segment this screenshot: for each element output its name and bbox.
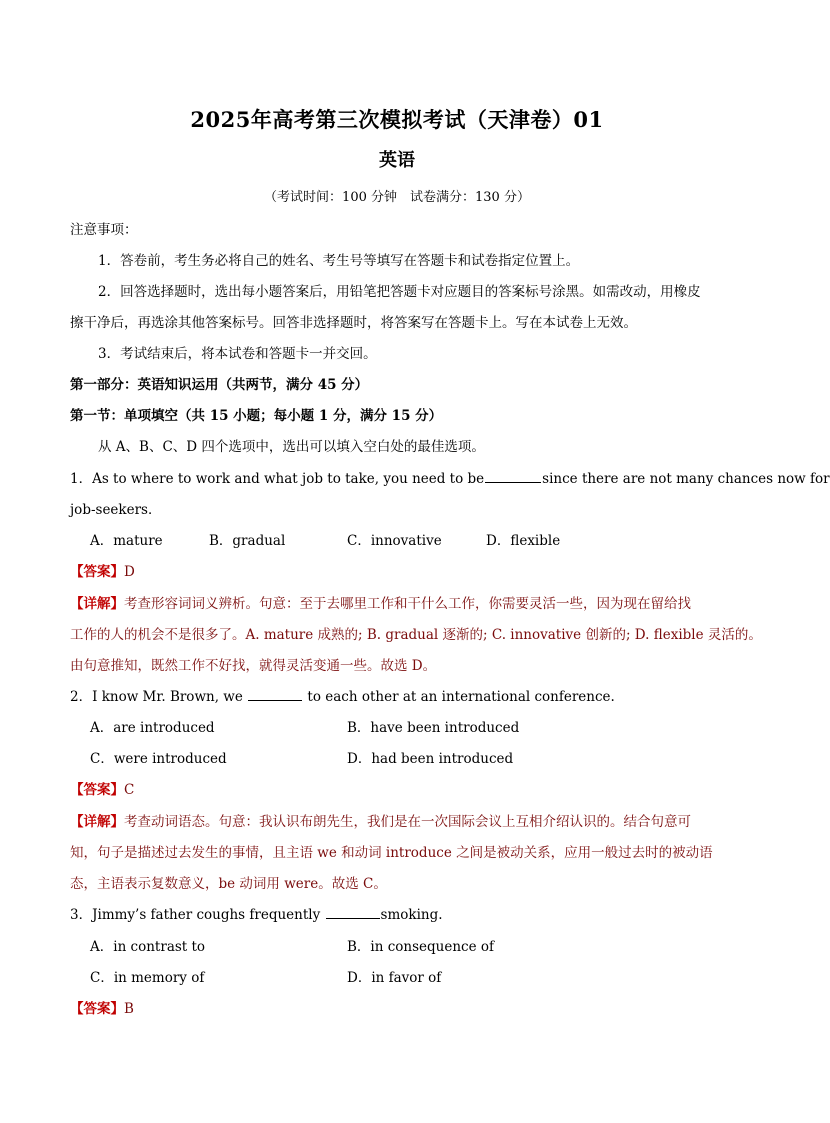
question-stem-text: 1．As to where to work and what job to take, you need to be (70, 471, 485, 487)
question-1-option-c: C．innovative (347, 533, 442, 549)
part-heading: 第一部分：英语知识运用（共两节，满分 45 分） (70, 377, 369, 393)
question-2-detail-1 (70, 810, 691, 830)
question-3-option-c: C．in memory of (90, 970, 205, 986)
answer-value: C (124, 782, 135, 798)
detail-label: 【详解】 (70, 596, 124, 612)
question-1-option-d: D．flexible (486, 533, 561, 549)
section-heading: 第一节：单项填空（共 15 小题；每小题 1 分，满分 15 分） (70, 408, 443, 424)
notice-item-2: 2．回答选择题时，选出每小题答案后，用铅笔把答题卡对应题目的答案标号涂黑。如需改动，用橡皮 (98, 284, 701, 300)
question-1-option-a: A．mature (90, 533, 163, 549)
exam-meta: （考试时间：100 分钟 试卷满分：130 分） (264, 190, 530, 205)
exam-title: 2025年高考第三次模拟考试（天津卷）01 (190, 107, 604, 132)
question-1-detail-3: 由句意推知，既然工作不好找，就得灵活变通一些。故选 D。 (70, 658, 437, 674)
question-2-stem (70, 685, 615, 705)
question-2-detail-2: 知，句子是描述过去发生的事情，且主语 we 和动词 introduce 之间是被动关系，应用一般过去时的被动语 (70, 845, 713, 861)
question-1-answer (70, 560, 135, 580)
question-stem-text: 3．Jimmy’s father coughs frequently (70, 907, 321, 923)
question-2-detail-3: 态，主语表示复数意义，be 动词用 were。故选 C。 (70, 876, 387, 892)
question-1-detail-2: 工作的人的机会不是很多了。A. mature 成熟的; B. gradual 逐渐的; C. innovative 创新的; D. flexible 灵活的。 (70, 627, 762, 643)
question-stem-text: smoking. (380, 907, 443, 923)
answer-label: 【答案】 (70, 782, 124, 798)
notice-item-3: 3．考试结束后，将本试卷和答题卡一并交回。 (98, 346, 377, 362)
question-2-option-a: A．are introduced (90, 720, 215, 736)
question-3-option-d: D．in favor of (347, 970, 442, 986)
question-2-option-c: C．were introduced (90, 751, 227, 767)
subject-title: 英语 (379, 150, 415, 171)
detail-text: 考查动词语态。句意：我认识布朗先生，我们是在一次国际会议上互相介绍认识的。结合句意可 (124, 814, 691, 830)
detail-text: 考查形容词词义辨析。句意：至于去哪里工作和干什么工作，你需要灵活一些，因为现在留给找 (124, 596, 691, 612)
question-1-option-b: B．gradual (209, 533, 286, 549)
question-1-detail-1 (70, 592, 691, 612)
question-stem-text: since there are not many chances now for (542, 471, 830, 487)
answer-label: 【答案】 (70, 1001, 124, 1017)
answer-label: 【答案】 (70, 564, 124, 580)
question-3-answer (70, 997, 134, 1017)
question-stem-text: to each other at an international conference. (307, 689, 615, 705)
question-1-stem-cont: job-seekers． (70, 502, 162, 518)
question-3-option-b: B．in consequence of (347, 939, 495, 955)
question-3-option-a: A．in contrast to (90, 939, 206, 955)
notice-heading: 注意事项： (70, 222, 138, 238)
answer-value: B (124, 1001, 134, 1017)
question-2-answer (70, 778, 134, 798)
notice-item-2-cont: 擦干净后，再选涂其他答案标号。回答非选择题时，将答案写在答题卡上。写在本试卷上无效。 (70, 315, 637, 331)
question-stem-text: 2．I know Mr. Brown, we (70, 689, 243, 705)
answer-blank (326, 906, 380, 919)
section-instruction: 从 A、B、C、D 四个选项中，选出可以填入空白处的最佳选项。 (98, 439, 485, 455)
question-1-stem (70, 467, 830, 487)
detail-label: 【详解】 (70, 814, 124, 830)
answer-blank (248, 688, 302, 701)
question-2-option-b: B．have been introduced (347, 720, 520, 736)
question-3-stem (70, 903, 443, 923)
notice-item-1: 1．答卷前，考生务必将自己的姓名、考生号等填写在答题卡和试卷指定位置上。 (98, 253, 580, 269)
question-2-option-d: D．had been introduced (347, 751, 514, 767)
answer-value: D (124, 564, 135, 580)
answer-blank (485, 470, 541, 483)
